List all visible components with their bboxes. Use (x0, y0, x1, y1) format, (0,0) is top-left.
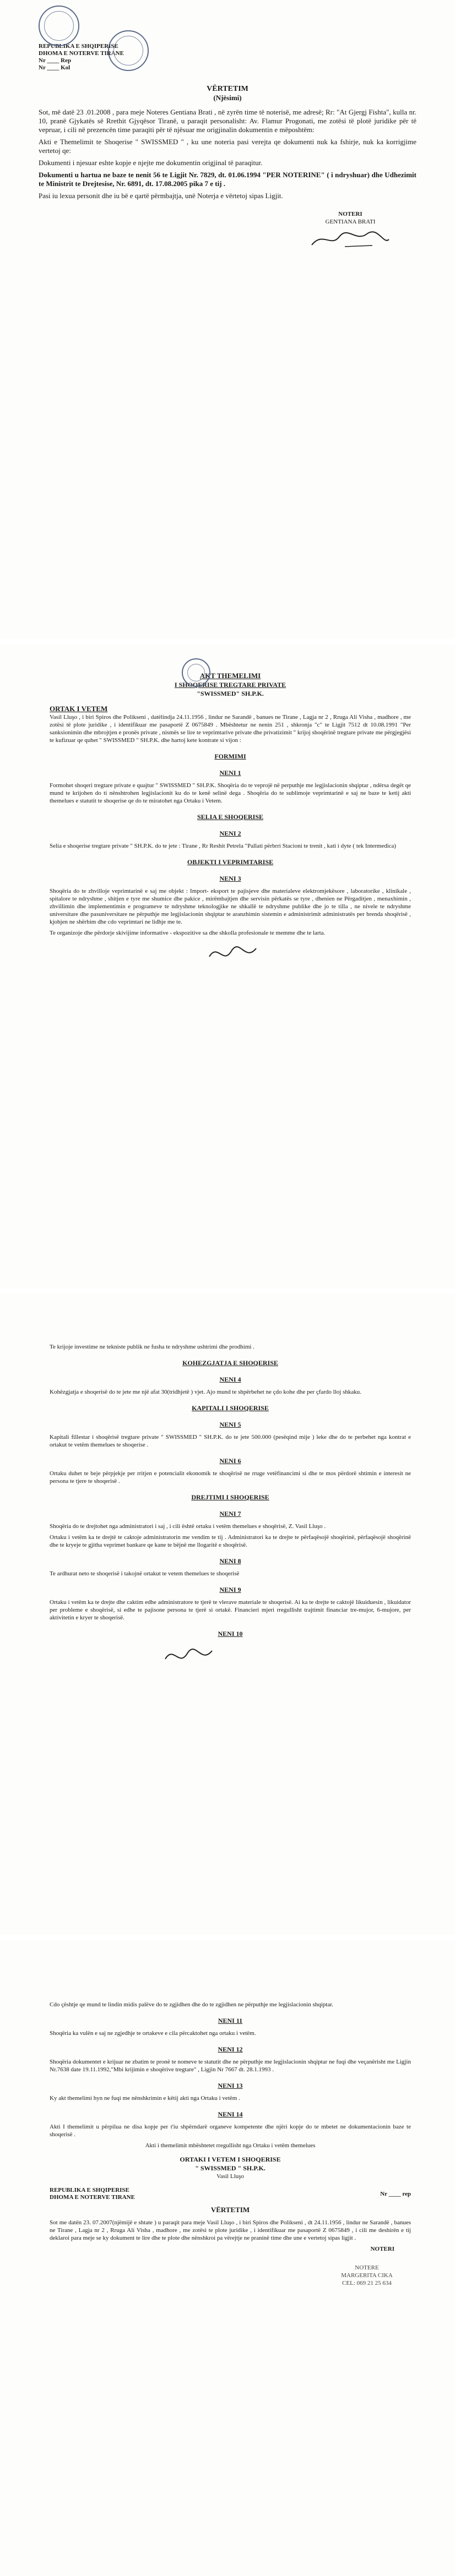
nene7-text: Shoqëria do te drejtohet nga administratori i saj , i cili është ortaku i vetëm themelues e shoqërisë, Z. Vasil Lluşo . (50, 1523, 326, 1530)
page2-content (50, 672, 411, 968)
page4-intro: Cdo çështje qe mund te lindin midis palëve do te zgjidhen dhe do te zgjidhen ne përputhje me legjislacionin shqiptar. (50, 2001, 334, 2008)
page3-intro: Te krijoje investime ne tekniste publik ne fusha te ndryshme ushtrimi dhe prodhimi . (50, 1344, 254, 1350)
stamp-line-3: CEL: 069 21 25 634 (342, 2280, 392, 2286)
footer-nr: Nr ____ rep (380, 2190, 411, 2197)
nene13-text: Ky akt themelimi hyn ne fuqi me nënshkrimin e këtij akti nga Ortaku i vetëm . (50, 2095, 240, 2102)
company-name: "SWISSMED" SH.P.K. (197, 690, 264, 697)
company-type: I SHOQERISE TREGTARE PRIVATE (174, 681, 286, 689)
signature-title: NOTERI (338, 211, 362, 217)
document-page-1 (0, 0, 455, 638)
page-separator (0, 1288, 455, 1294)
nene2-heading: NENI 2 (219, 829, 241, 837)
page2-signature-icon (204, 940, 270, 968)
paragraph-2: Akti e Themelimit te Shoqerise " SWISSMED " , ku une noteria pasi verejta qe dokumenti nuk ka fshirje, nuk ka korrigjime vertetoj qe: (39, 138, 416, 155)
nene11-heading: NENI 11 (218, 2017, 243, 2024)
partner-text: Vasil Lluşo , i biri Spiros dhe Polikseni , datëlindja 24.11.1956 , lindur ne Sarandë , banues ne Tirane , Lagja nr 2 , Rruga Ali Visha , madhore , me zotësi të plote juridike , i identifikuar me pasaportë Z 0675849 . Mbështetur ne nenin 251 , shkronja "c" te Ligjit 7512 dt 10.08.1991 "Per sanksionimin dhe mbrojtjen e pronës private , nismës se lire te veprimtarive private dhe privatizimit " krijoj shoqërinë tregtare private me përgjegjësi te kufizuar qe quhet " SWISSMED " SH.P.K. dhe hartoj kete kontrate si vijon : (50, 714, 411, 744)
notary-stamp-text (323, 2264, 411, 2287)
nene8-heading: NENI 8 (219, 1557, 241, 1565)
selia-heading: SELIA E SHOQERISE (197, 813, 264, 821)
document-page-4 (0, 1940, 455, 2576)
nene11-text: Shoqëria ka vulën e saj ne zgjedhje te ortakeve e cila përcaktohet nga ortaku i vetëm. (50, 2030, 256, 2037)
nene7-heading: NENI 7 (219, 1510, 241, 1518)
nene1-text: Formohet shoqeri tregtare private e quajtur " SWISSMED " SH.P.K. Shoqëria do te veprojë në perputhje me legjislacionin shqiptar , ndërsa degët qe mund te krijohen do ti nënshtrohen legjislacionit ku do te kenë selinë dega . Shoqëria do te sublimoje veprimtarinë e saj ne baze te ketij akti themelues e statutit te shoqerise qe do te miratohet nga Ortaku i Vetem. (50, 782, 411, 804)
signature-name: GENTIANA BRATI (325, 219, 376, 225)
header-nr-kol: Nr ____ Kol (39, 64, 71, 71)
nene9-heading: NENI 9 (219, 1586, 241, 1593)
nene3-heading: NENI 3 (219, 875, 241, 882)
document-page-2 (0, 644, 455, 1288)
page1-content (39, 43, 416, 253)
page1-signature-block (39, 210, 394, 253)
footer-vertetim: VËRTETIM (210, 2206, 250, 2214)
kapitali-heading: KAPITALI I SHOQERISE (192, 1404, 269, 1412)
ortaku-name: Vasil Lluşo (216, 2173, 244, 2180)
stamp-line-2: MARGERITA CIKA (341, 2272, 393, 2279)
nene6-text: Ortaku duhet te beje përpjekje per rritjen e potencialit ekonomik te shoqërisë ne rruge vetëfinancimi si dhe te mos përdorë shtimin e interesit ne persona te tjere te shoqerisë . (50, 1470, 411, 1485)
nene4-text: Kohëzgjatja e shoqerisë do te jete me një afat 30(tridhjetë ) vjet. Ajo mund te shpërbehet ne çdo kohe dhe per çfardo lloj shkaku. (50, 1389, 362, 1395)
nene3-text: Shoqëria do te zhvilloje veprimtarinë e saj me objekt : Import- eksport te pajisjeve dhe materialeve elektromjekësore , laboratorike , klinikale , spitalore te ndryshme , shitjen e tyre me shumice dhe pakice , mirëmbajtjen dhe servisin përkatës se tyre , dhenien ne Përgaditjen , menaxhimin , zhvillimin dhe implementimin e programeve te ndryshme teknologjike ne shkallë te ndryshme publike dhe jo te tilla , ne nivele te ndryshme universitare dhe pasuniversitare ne përputhje me legjislacionin shqiptar te aranzhimin sistemin e administrimit administratës per brenda shoqërisë , kjohjen ne shërbim dhe cdo veprimtari ne lidhje me te. (50, 888, 411, 925)
nene12-heading: NENI 12 (218, 2045, 243, 2053)
header-nr-rep: Nr ____ Rep (39, 57, 72, 64)
footer-republic: REPUBLIKA E SHQIPERISE (50, 2187, 129, 2193)
page2-stamp-icon (182, 658, 210, 687)
partner-heading: ORTAK I VETEM (50, 705, 108, 713)
page1-subtitle: (Njësimi) (213, 94, 242, 102)
page1-header (39, 43, 416, 81)
page-separator (0, 1935, 455, 1940)
stamp-line-1: NOTERE (355, 2264, 379, 2271)
nene5-heading: NENI 5 (219, 1421, 241, 1428)
nene7-text-2: Ortaku i vetëm ka te drejtë te caktoje administratorin me vendim te tij . Administratori ka te drejte te përfaqësojë shoqërinë, përfaqësojë shoqërinë dhe te kryeje te gjitha veprimet bankare qe kane te bëjnë me llogaritë e shoqërisë. (50, 1534, 411, 1548)
page1-title: VËRTETIM (207, 85, 248, 93)
nene8-text: Te ardhurat neto te shoqerisë i takojnë ortakut te vetem themelues te shoqerisë (50, 1570, 240, 1577)
footer-text: Sot me datën 23. 07.2007(njëmijë e shtate ) u paraqit para meje Vasil Lluşo , i biri Spiros dhe Polikseni , dt 24.11.1956 , lindur ne Sarandë , banues ne Tirane , Lagja nr 2 , Rruga Ali Visha , madhore , me zotësi te plote juridike , i identifikuar me pasaportë Z 0675849 , i cili me deshirën e tij deklaroi para meje se ky dokument te lire dhe te plote dhe nënshkroi pa vërejtje ne praninë time dhe une e vertetoj sipas ligjit . (50, 2219, 411, 2241)
nene2-text: Selia e shoqerise tregtare private " SH.P.K. do te jete : Tirane , Rr Reshit Petrela "Pallati përbrri Stacioni te trenit , kati i dyte ( tek Intermedica) (50, 843, 397, 849)
formimi-heading: FORMIMI (214, 752, 246, 760)
nene13-heading: NENI 13 (218, 2082, 243, 2089)
nene4-heading: NENI 4 (219, 1376, 241, 1383)
nene10-heading: NENI 10 (218, 1630, 243, 1638)
page3-signature-icon (160, 1642, 226, 1670)
drejtimi-heading: DREJTIMI I SHOQERISE (191, 1493, 269, 1501)
header-republic: REPUBLIKA E SHQIPERISE (39, 43, 118, 50)
handwritten-signature-icon (306, 226, 394, 253)
nene6-heading: NENI 6 (219, 1457, 241, 1465)
paragraph-3: Dokumenti i njesuar eshte kopje e njejte me dokumentin origjinal të paraqitur. (39, 159, 263, 167)
ortaku-heading: ORTAKI I VETEM I SHOQERISE (180, 2155, 281, 2163)
notary-stamp-icon (108, 30, 149, 71)
footer-certification (50, 2187, 411, 2287)
nene14-text: Akti I themelimit u përpilua ne disa kopje per t'iu shpërndarë organeve kompetente dhe njëri kopje do te mbetet ne dokumentacionin baze te shoqerisë . (50, 2124, 411, 2138)
eagle-emblem-seal-icon (39, 6, 79, 46)
objekti-heading: OBJEKTI I VEPRIMTARISE (187, 858, 274, 866)
kohezgjatja-heading: KOHEZGJATJA E SHOQERISE (182, 1359, 278, 1367)
paragraph-5: Pasi iu lexua personit dhe iu bë e qartë përmbajtja, unë Noterja e vërtetoj sipas Ligjit. (39, 192, 283, 200)
ortaku-company: " SWISSMED " SH.P.K. (195, 2164, 266, 2172)
closing-text: Akti i themelimit mbështetet rregullisht nga Ortaku i vetëm themelues (145, 2142, 316, 2149)
paragraph-1: Sot, më datë 23 .01.2008 , para meje Noteres Gentiana Brati , në zyrën time të noterisë, me adresë; Rr: "At Gjergj Fishta", kulla nr. 10, pranë Gjykatës së Rrethit Gjyqësor Tiranë, u paraqit personalisht: Av. Flamur Progonati, me zotësi të plotë juridike për të vepruar, i cili në prezencën time paraqiti për të njësuar me origjinalin dokumentin e mëposhtëm: (39, 108, 416, 134)
nene12-text: Shoqëria dokumentet e krijuar ne zbatim te pronë te nomeve te statutit dhe ne përputhje me legjislacionin shqiptar ne fuqi dhe veçanërisht me Ligjin Nr.7638 date 19.11.1992,"Mbi krijimin e shoqërive tregtare" , Ligjin Nr 7667 dt. 28.1.1993 . (50, 2059, 411, 2073)
footer-chamber: DHOMA E NOTERVE TIRANE (50, 2194, 135, 2201)
page-separator (0, 638, 455, 644)
nene14-heading: NENI 14 (218, 2110, 243, 2118)
paragraph-4: Dokumenti u hartua ne baze te nenit 56 te Ligjit Nr. 7829, dt. 01.06.1994 "PER NOTERINE" ( i ndryshuar) dhe Udhezimit te Ministrit te Drejtesise, Nr. 6891, dt. 17.08.2005 pika 7 e tij . (39, 171, 416, 188)
nene9-text: Ortaku i vetëm ka te drejte dhe caktim edhe administratore te tjerë te vlerave materiale te shoqerisë. Ai ka te drejte te caktojë likuiduesin , likuidator per probleme e shoqërisë, si edhe te pajisone persona te tjerë si ortakë. Financieri mjeri rregullisht trajtimit financiar tre-mujor, 6-mujore, per aktivitetin e kryer te shoqerisë. (50, 1599, 411, 1621)
page4-content (50, 2001, 411, 2287)
header-chamber: DHOMA E NOTERVE TIRANE (39, 50, 124, 57)
nene3-text-2: Te organizoje dhe përdorje skivijime informative - ekspozitive sa dhe shkolla profesionale te memme dhe te larta. (50, 930, 326, 936)
document-page-3 (0, 1294, 455, 1935)
noteri-label: NOTERI (370, 2246, 394, 2252)
nene5-text: Kapitali fillestar i shoqërisë tregtare private " SWISSMED " SH.P.K. do te jete 500.000 (pesëqind mije ) leke dhe do te perbehet nga kontrat e ortakut te vetëm themelues te shoqerise . (50, 1434, 411, 1448)
nene1-heading: NENI 1 (219, 769, 241, 777)
page3-content (50, 1343, 411, 1670)
act-title: AKT THEMELIMI (199, 672, 261, 680)
